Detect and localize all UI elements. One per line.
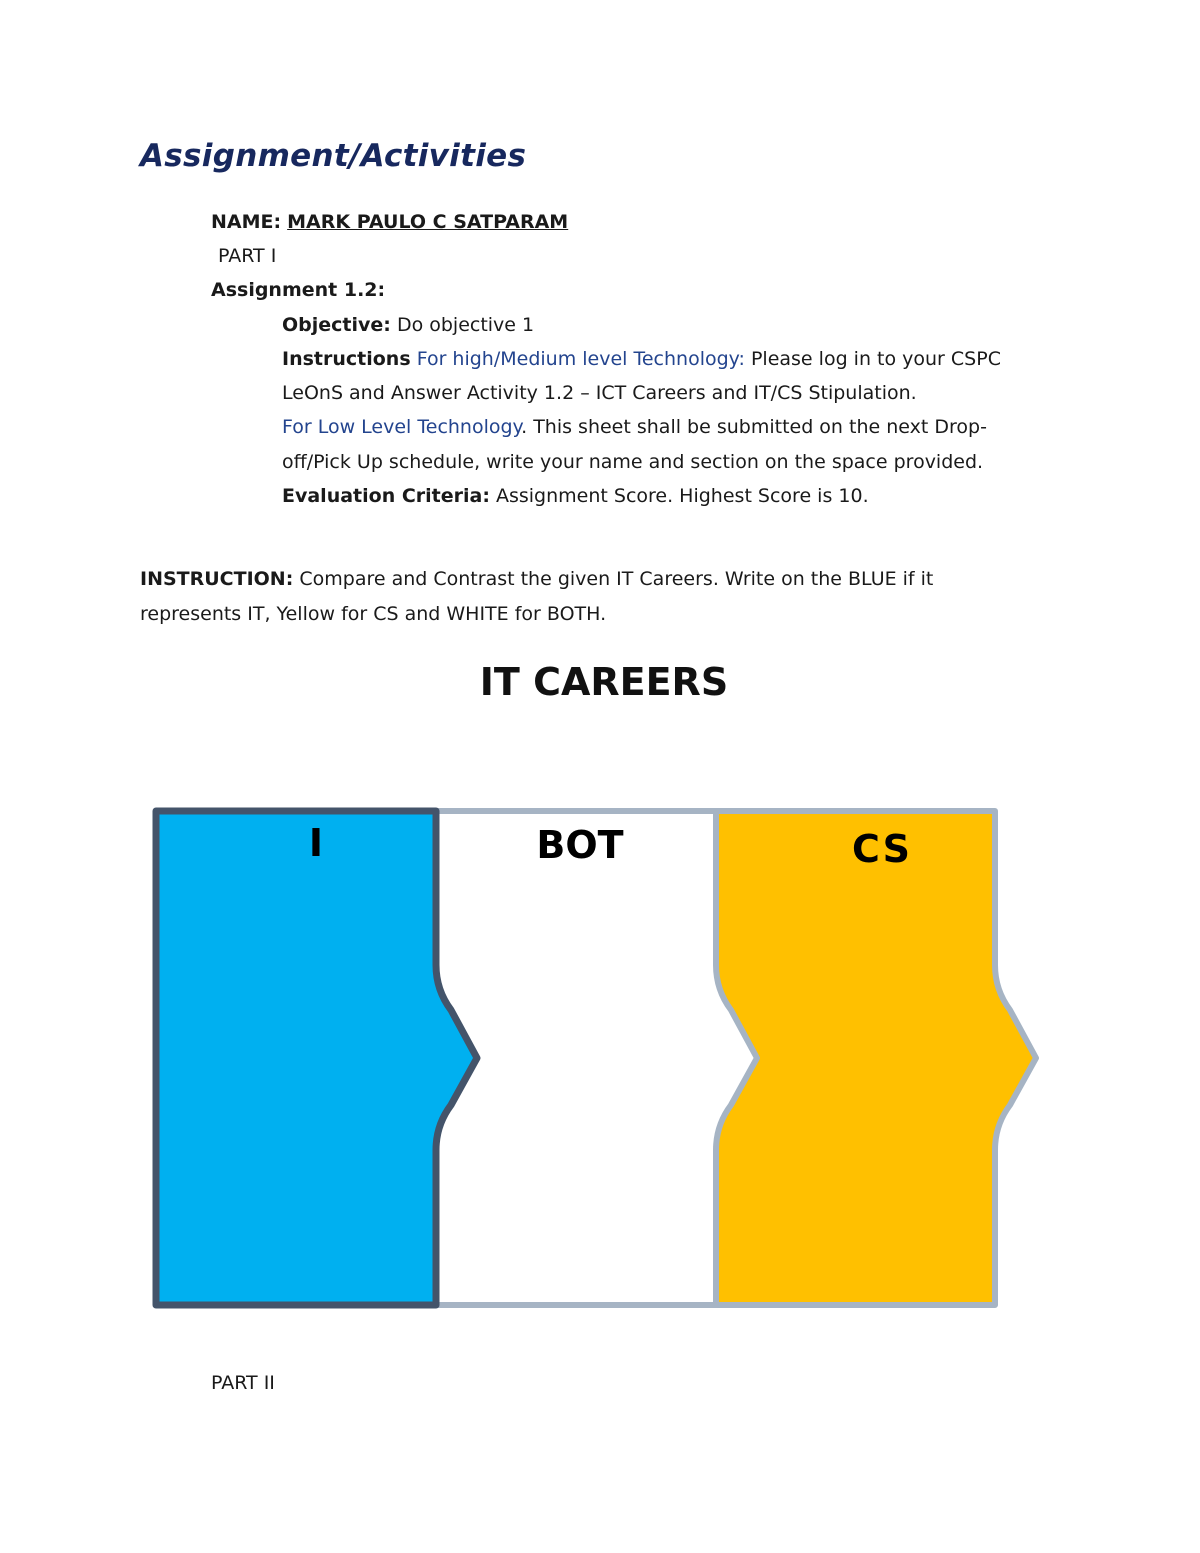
instructions-text-2: LeOnS and Answer Activity 1.2 – ICT Careers and IT/CS Stipulation.: [282, 382, 917, 404]
low-tech-link[interactable]: For Low Level Technology: [282, 416, 522, 438]
instructions-text-1: Please log in to your CSPC: [750, 348, 1001, 370]
part-two-label: [211, 1366, 275, 1400]
it-panel: [156, 811, 477, 1305]
part-two-text: PART II: [211, 1372, 275, 1394]
instruction-text-2: represents IT, Yellow for CS and WHITE for BOTH.: [140, 603, 607, 625]
instruction-text-1: Compare and Contrast the given IT Careers. Write on the BLUE if it: [299, 568, 934, 590]
objective-label: Objective:: [282, 314, 391, 336]
high-tech-link[interactable]: For high/Medium level Technology:: [416, 348, 745, 370]
diagram-title: IT CAREERS: [479, 660, 729, 704]
name-value: MARK PAULO C SATPARAM: [287, 211, 569, 233]
low-tech-text-1: . This sheet shall be submitted on the next Drop-: [521, 416, 987, 438]
low-tech-text-2: off/Pick Up schedule, write your name and section on the space provided.: [282, 451, 984, 473]
part-one-text: PART I: [218, 245, 277, 267]
evaluation-text: Assignment Score. Highest Score is 10.: [495, 485, 869, 507]
it-label: I: [308, 821, 324, 865]
objective-text: Do objective 1: [396, 314, 535, 336]
assignment-label: Assignment 1.2:: [211, 279, 386, 301]
page-heading: Assignment/Activities: [140, 138, 527, 174]
both-label: BOT: [536, 823, 624, 867]
instructions-label: Instructions: [282, 348, 411, 370]
evaluation-label: Evaluation Criteria:: [282, 485, 490, 507]
both-panel: [436, 811, 757, 1305]
cs-label: CS: [852, 827, 912, 871]
instruction-label: INSTRUCTION:: [140, 568, 294, 590]
cs-panel: [716, 811, 1036, 1305]
name-label: NAME:: [211, 211, 282, 233]
